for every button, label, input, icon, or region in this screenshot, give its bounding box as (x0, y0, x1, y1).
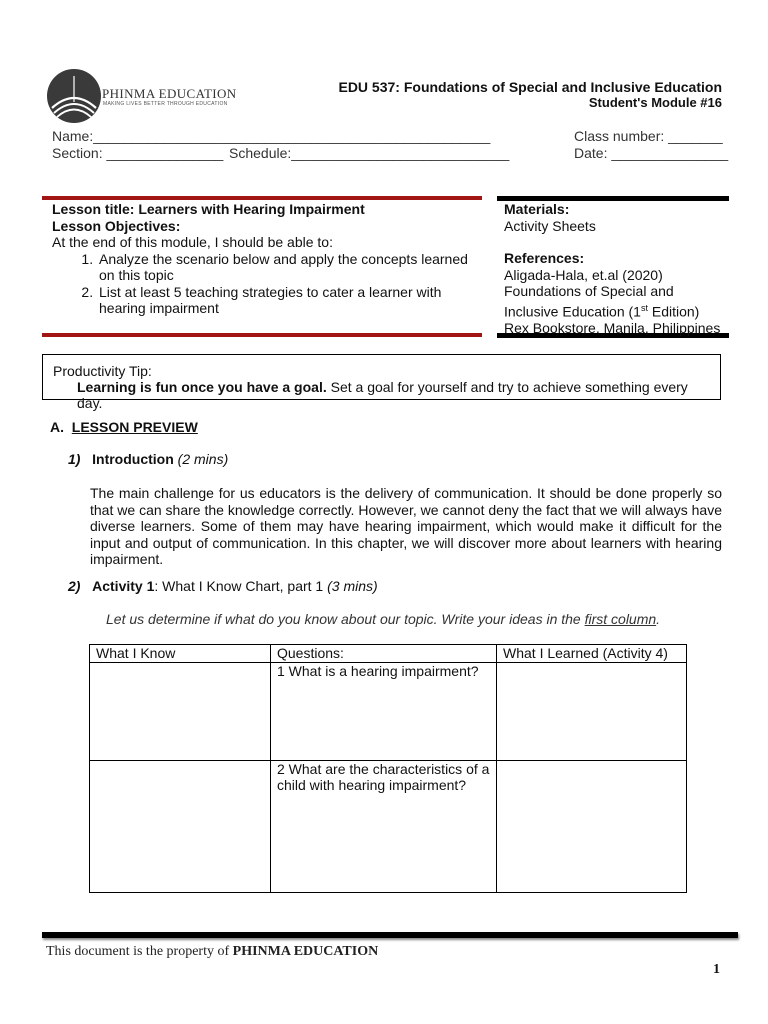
page-number: 1 (713, 962, 720, 977)
date-field[interactable]: Date: _______________ (574, 145, 729, 161)
logo-emblem-icon (46, 68, 102, 124)
reference-line: Rex Bookstore, Manila, Philippines (504, 319, 721, 336)
class-number-field[interactable]: Class number: _______ (574, 128, 723, 144)
what-i-know-cell[interactable] (90, 662, 271, 760)
what-i-know-cell[interactable] (90, 760, 271, 892)
reference-line: Aligada-Hala, et.al (2020) (504, 266, 663, 283)
activity-instruction: Let us determine if what do you know about our topic. Write your ideas in the first column. (106, 611, 661, 627)
productivity-tip-box (42, 354, 721, 411)
objectives-intro: At the end of this module, I should be able to: (52, 234, 333, 250)
question-cell: 1 What is a hearing impairment? (271, 662, 497, 760)
footer-rule (42, 932, 738, 938)
objective-item: 2. List at least 5 teaching strategies to cater a learner with hearing impairment (97, 284, 482, 317)
table-row (90, 662, 687, 760)
course-title: EDU 537: Foundations of Special and Inclusive Education (338, 79, 722, 95)
section-field[interactable]: Section: _______________ (52, 145, 224, 161)
name-field[interactable]: Name:___________________________________________________ (52, 128, 491, 144)
introduction-heading: 1) Introduction (2 mins) (68, 451, 229, 467)
what-i-learned-cell[interactable] (497, 760, 687, 892)
references-label: References: (504, 250, 585, 266)
section-heading: A. LESSON PREVIEW (50, 419, 198, 435)
tip-text: Learning is fun once you have a goal. Set a goal for yourself and try to achieve something every day. (77, 379, 688, 411)
objective-item: 1. Analyze the scenario below and apply the concepts learned on this topic (97, 251, 482, 284)
reference-line: Inclusive Education (1st Edition) (504, 302, 700, 320)
module-number: Student's Module #16 (588, 95, 722, 110)
column-header-questions: Questions: (271, 645, 497, 663)
lesson-title: Lesson title: Learners with Hearing Impairment (52, 201, 365, 217)
question-cell: 2 What are the characteristics of a child with hearing impairment? (271, 760, 497, 892)
table-row (90, 760, 687, 892)
objectives-list (52, 251, 482, 317)
schedule-field[interactable]: Schedule:____________________________ (229, 145, 510, 161)
reference-line: Foundations of Special and (504, 283, 674, 299)
lesson-top-rule (42, 196, 482, 200)
materials-info (504, 201, 729, 336)
column-header-what-i-know: What I Know (90, 645, 271, 663)
objectives-label: Lesson Objectives: (52, 217, 181, 234)
materials-label: Materials: (504, 201, 570, 217)
logo-name: PHINMA EDUCATION (102, 86, 237, 101)
lesson-bottom-rule (42, 333, 482, 337)
footer-property-note: This document is the property of PHINMA EDUCATION (46, 944, 379, 959)
lesson-info (52, 201, 482, 317)
what-i-learned-cell[interactable] (497, 662, 687, 760)
activity-heading: 2) Activity 1: What I Know Chart, part 1 (3 mins) (68, 578, 378, 594)
kwl-chart-table (89, 644, 687, 893)
column-header-what-i-learned: What I Learned (Activity 4) (497, 645, 687, 663)
materials-value: Activity Sheets (504, 217, 596, 234)
logo-tagline: MAKING LIVES BETTER THROUGH EDUCATION (103, 101, 228, 107)
table-header-row (90, 645, 687, 663)
tip-label: Productivity Tip: (53, 363, 152, 379)
introduction-paragraph: The main challenge for us educators is the delivery of communication. It should be done properly so that we can share the knowledge correctly. However, we cannot deny the fact that we will always have diverse learners. Some of them may have hearing impairment, which would make it difficult for the input and output of communication. In this chapter, we will discover more about learners with hearing impairment. (90, 485, 722, 567)
